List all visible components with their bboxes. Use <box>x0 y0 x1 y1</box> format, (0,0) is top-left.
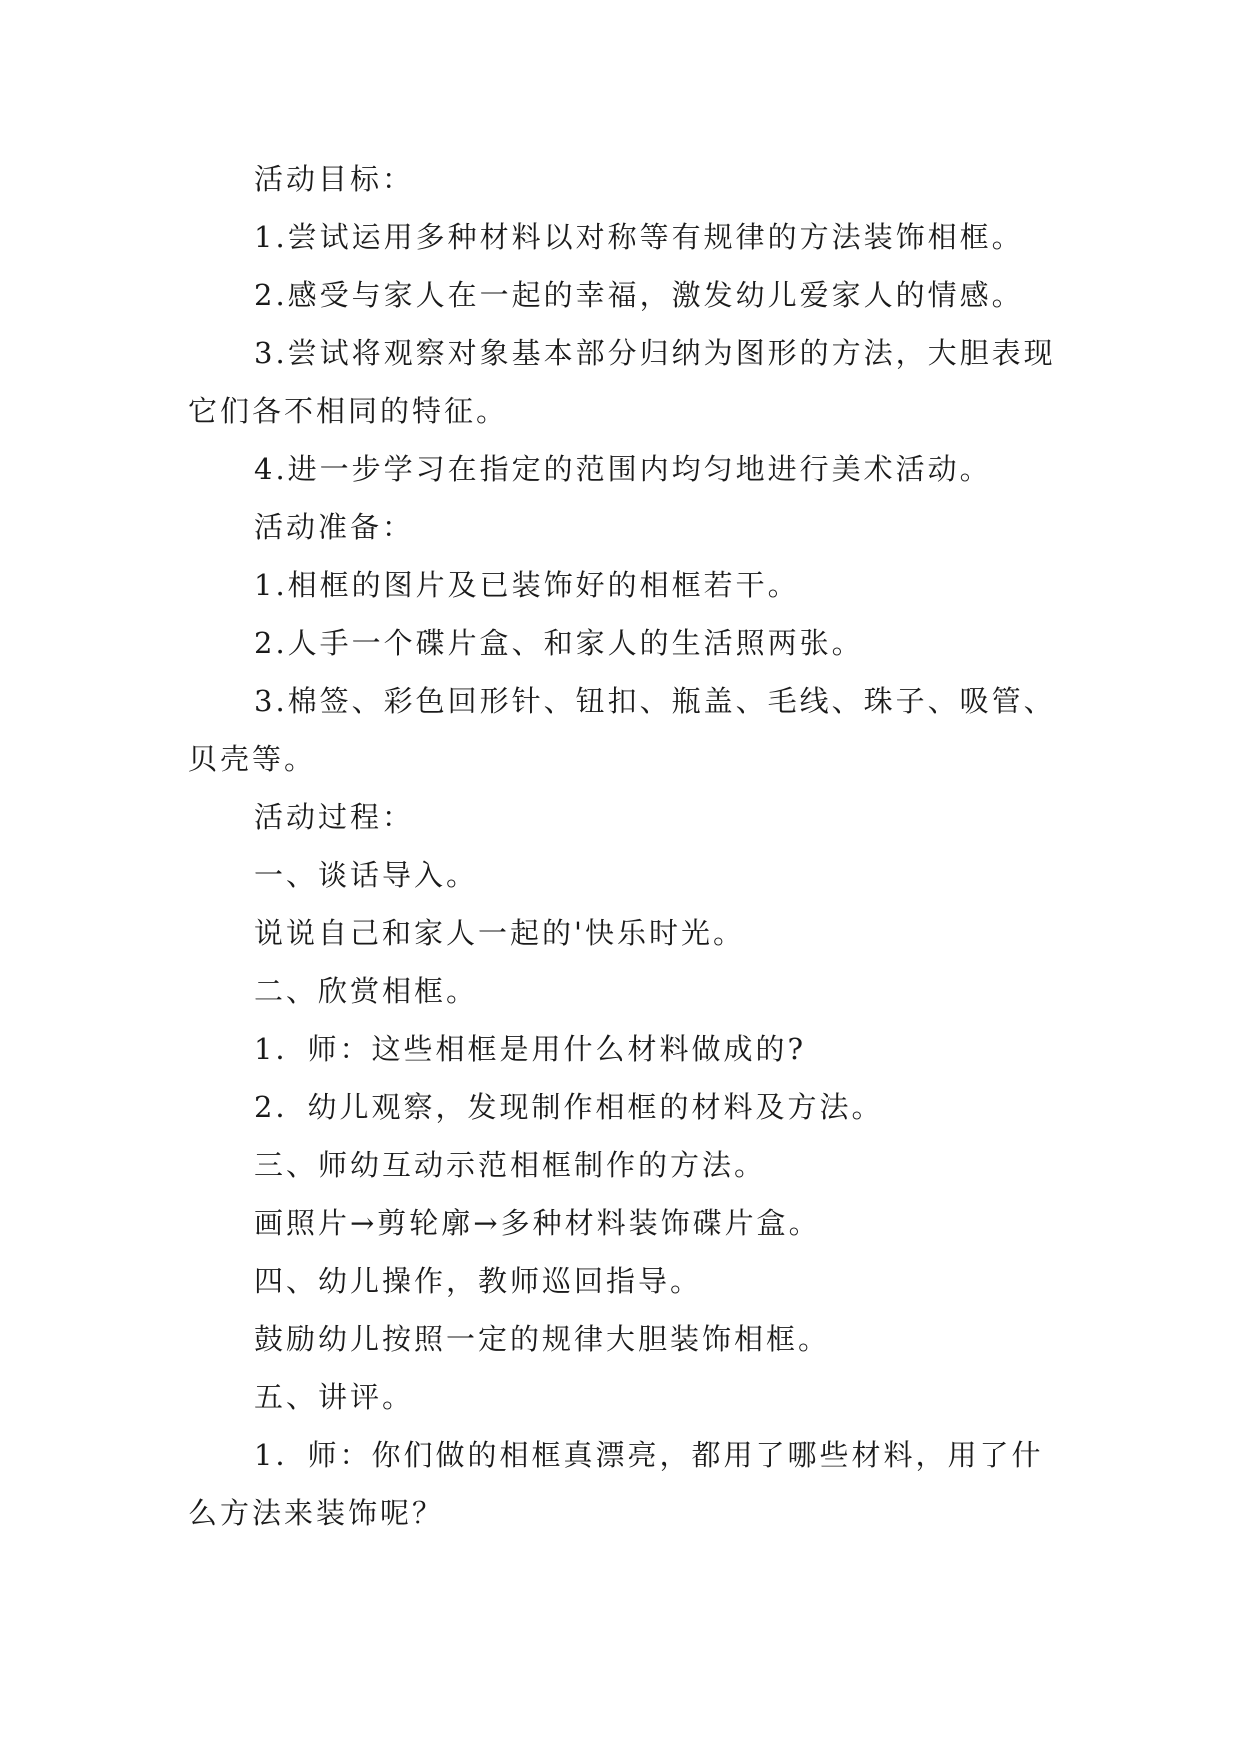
process-step-2-item-1: 1．师：这些相框是用什么材料做成的? <box>254 1032 806 1066</box>
process-step-5-item-1: 1．师：你们做的相框真漂亮，都用了哪些材料，用了什么方法来装饰呢？ <box>188 1438 1044 1530</box>
preparation-item-2: 2.人手一个碟片盒、和家人的生活照两张。 <box>254 626 864 660</box>
preparation-item-1: 1.相框的图片及已装饰好的相框若干。 <box>254 568 800 602</box>
heading-activity-preparation: 活动准备： <box>254 510 415 544</box>
process-step-1-text: 说说自己和家人一起的'快乐时光。 <box>254 916 745 950</box>
process-step-3-title: 三、师幼互动示范相框制作的方法。 <box>254 1148 767 1182</box>
process-step-1-title: 一、谈话导入。 <box>254 858 479 892</box>
heading-activity-goals: 活动目标： <box>254 162 415 196</box>
goal-item-2: 2.感受与家人在一起的幸福，激发幼儿爱家人的情感。 <box>254 278 1024 312</box>
process-step-2-title: 二、欣赏相框。 <box>254 974 479 1008</box>
document-body <box>188 150 1068 1542</box>
goal-item-4: 4.进一步学习在指定的范围内均匀地进行美术活动。 <box>254 452 992 486</box>
process-step-4-text: 鼓励幼儿按照一定的规律大胆装饰相框。 <box>254 1322 831 1356</box>
goal-item-3: 3.尝试将观察对象基本部分归纳为图形的方法，大胆表现它们各不相同的特征。 <box>188 336 1056 428</box>
preparation-item-3: 3.棉签、彩色回形针、钮扣、瓶盖、毛线、珠子、吸管、贝壳等。 <box>188 684 1056 776</box>
process-step-5-title: 五、讲评。 <box>254 1380 415 1414</box>
process-step-2-item-2: 2．幼儿观察，发现制作相框的材料及方法。 <box>254 1090 884 1124</box>
heading-activity-process: 活动过程： <box>254 800 415 834</box>
process-step-4-title: 四、幼儿操作，教师巡回指导。 <box>254 1264 703 1298</box>
process-step-3-text: 画照片→剪轮廓→多种材料装饰碟片盒。 <box>254 1206 821 1240</box>
goal-item-1: 1.尝试运用多种材料以对称等有规律的方法装饰相框。 <box>254 220 1024 254</box>
